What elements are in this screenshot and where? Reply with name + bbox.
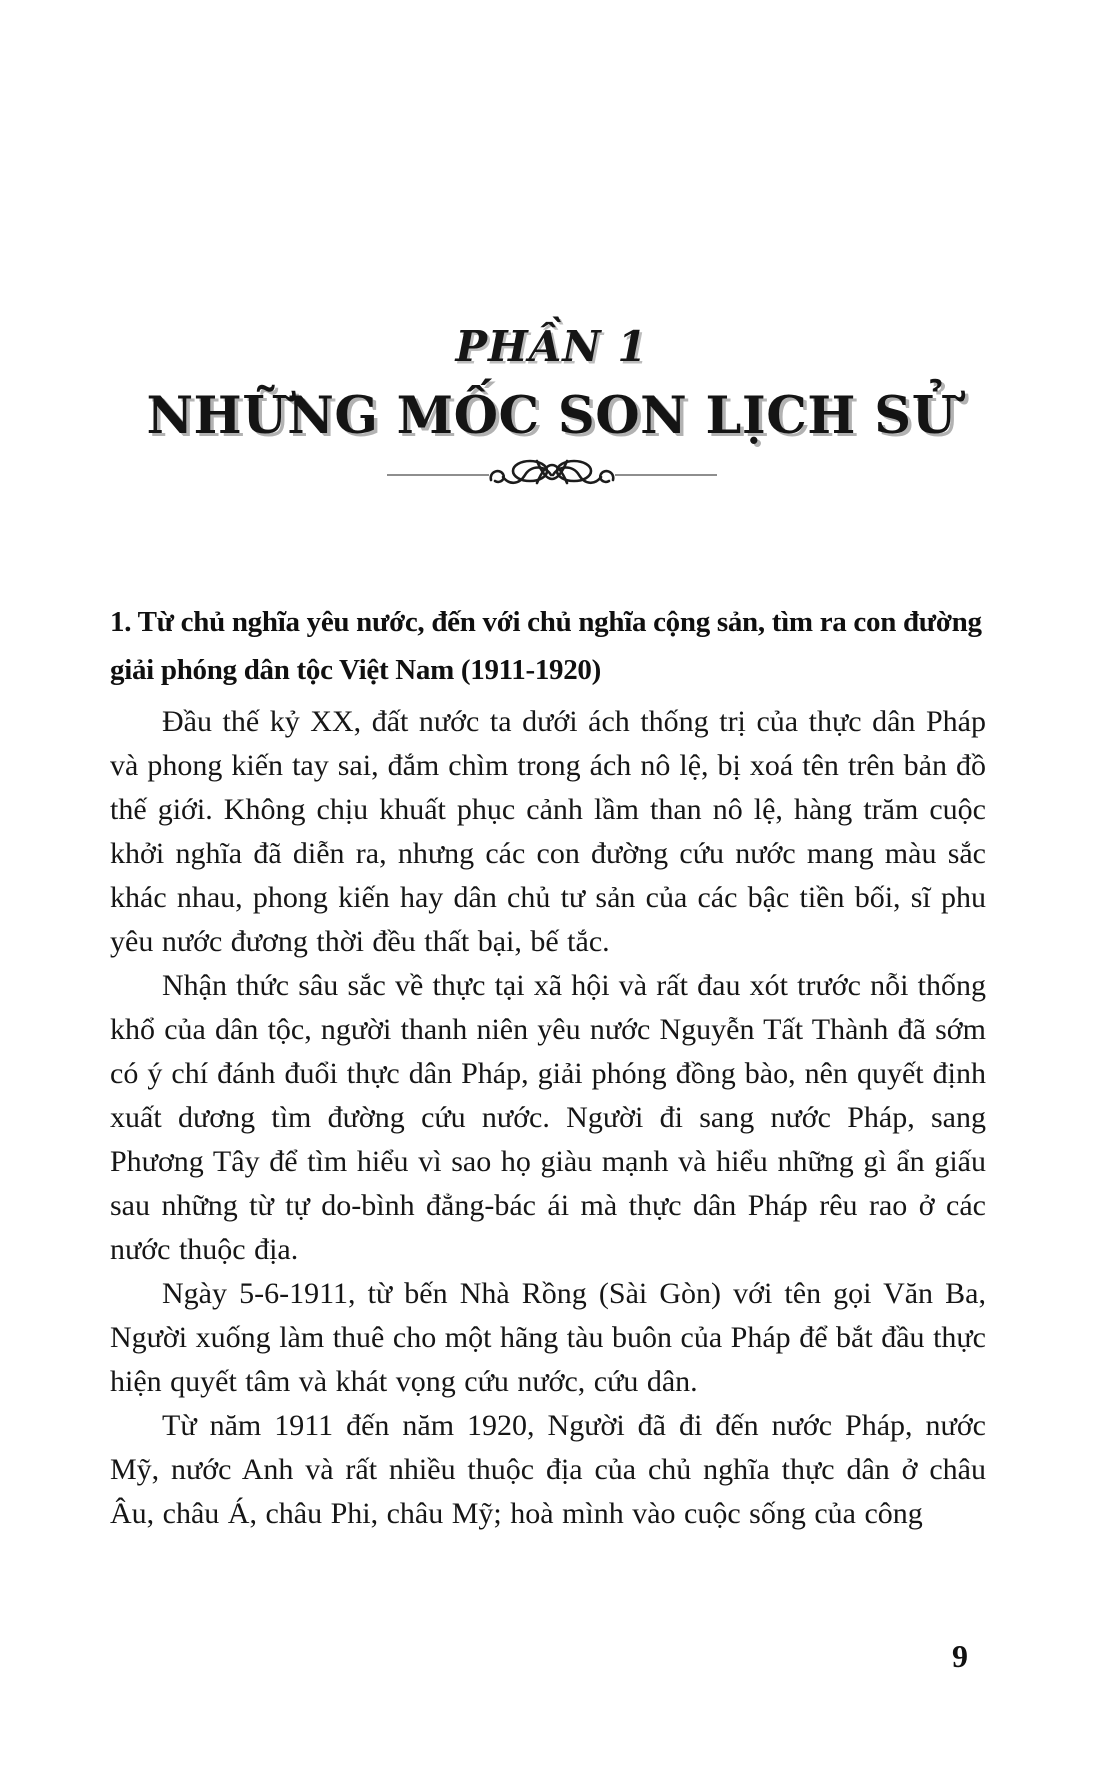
section-heading: 1. Từ chủ nghĩa yêu nước, đến với chủ nghĩa cộng sản, tìm ra con đường giải phóng dân tộc Việt Nam (1911-1920) (110, 606, 982, 686)
body-text (110, 700, 986, 1536)
paragraph-2: Nhận thức sâu sắc về thực tại xã hội và rất đau xót trước nỗi thống khổ của dân tộc, người thanh niên yêu nước Nguyễn Tất Thành đã sớm có ý chí đánh đuổi thực dân Pháp, giải phóng đồng bào, nên quyết định xuất dương tìm đường cứu nước. Người đi sang nước Pháp, sang Phương Tây để tìm hiểu vì sao họ giàu mạnh và hiểu những gì ẩn giấu sau những từ tự do-bình đẳng-bác ái mà thực dân Pháp rêu rao ở các nước thuộc địa. (110, 969, 986, 1266)
part-label: PHẦN 1 (455, 322, 648, 371)
paragraph-3: Ngày 5-6-1911, từ bến Nhà Rồng (Sài Gòn) với tên gọi Văn Ba, Người xuống làm thuê cho một hãng tàu buôn của Pháp để bắt đầu thực hiện quyết tâm và khát vọng cứu nước, cứu dân. (110, 1277, 986, 1398)
divider (0, 455, 1103, 500)
part-title: NHỮNG MỐC SON LỊCH SỬ (146, 386, 957, 446)
content-block (110, 598, 986, 1536)
flourish-divider-icon (387, 482, 717, 499)
paragraph-4: Từ năm 1911 đến năm 1920, Người đã đi đến nước Pháp, nước Mỹ, nước Anh và rất nhiều thuộc địa của chủ nghĩa thực dân ở châu Âu, châu Á, châu Phi, châu Mỹ; hoà mình vào cuộc sống của công (110, 1409, 986, 1530)
paragraph-1: Đầu thế kỷ XX, đất nước ta dưới ách thống trị của thực dân Pháp và phong kiến tay sai, đắm chìm trong ách nô lệ, bị xoá tên trên bản đồ thế giới. Không chịu khuất phục cảnh lầm than nô lệ, hàng trăm cuộc khởi nghĩa đã diễn ra, nhưng các con đường cứu nước mang màu sắc khác nhau, phong kiến hay dân chủ tư sản của các bậc tiền bối, sĩ phu yêu nước đương thời đều thất bại, bế tắc. (110, 705, 986, 958)
page-number: 9 (952, 1638, 968, 1674)
